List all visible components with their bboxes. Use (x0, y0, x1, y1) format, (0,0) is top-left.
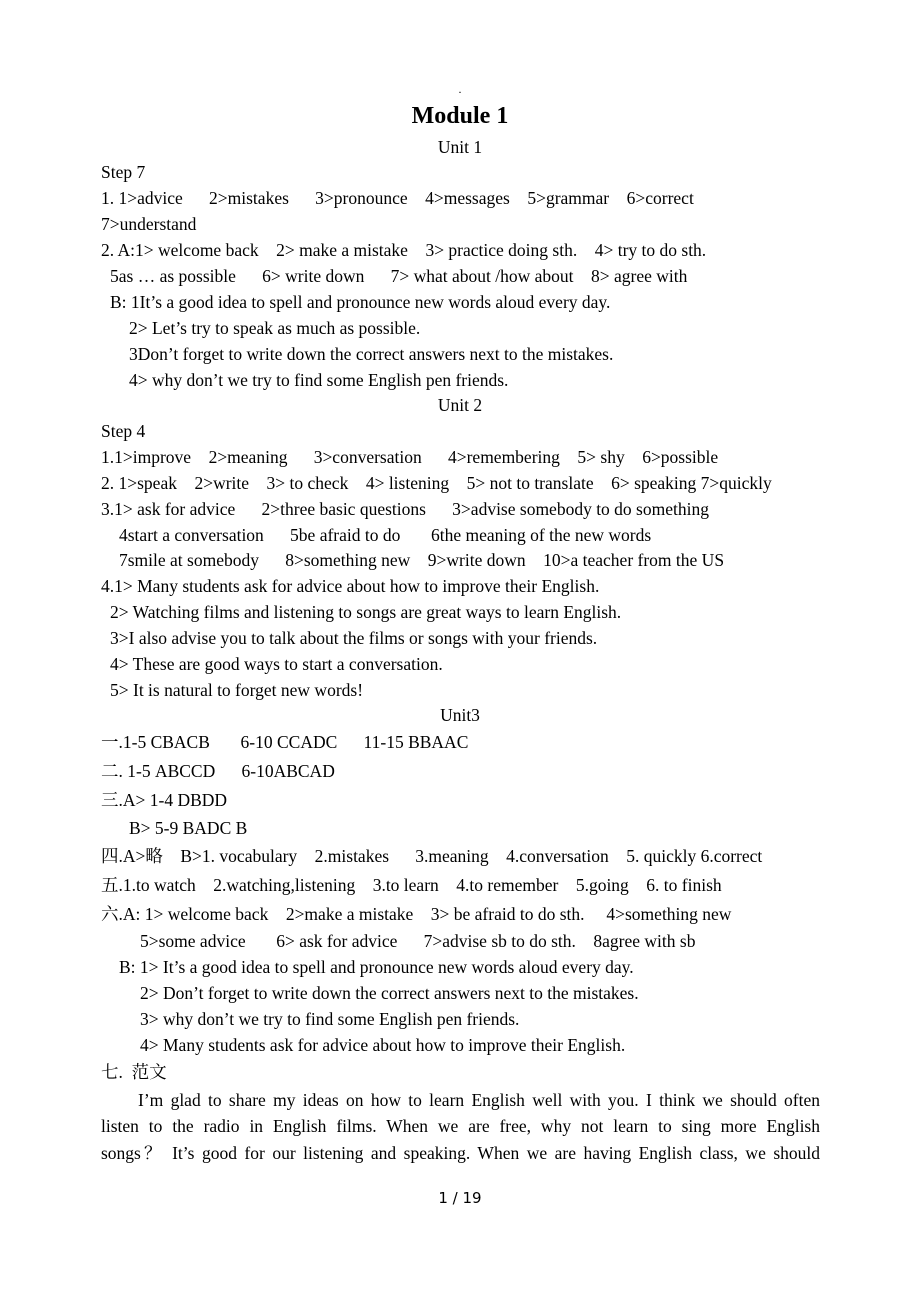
essay-heading: 七. 范文 (101, 1062, 167, 1082)
step-label: Step 4 (101, 421, 146, 441)
answer-line: 5> It is natural to forget new words! (110, 680, 364, 700)
answer-line: 7smile at somebody 8>something new 9>write down 10>a teacher from the US (119, 550, 725, 570)
answer-line: B: 1It’s a good idea to spell and pronounce new words aloud every day. (110, 292, 611, 312)
answer-line: B> 5-9 BADC B (129, 818, 248, 838)
answer-line: 五.1.to watch 2.watching,listening 3.to learn 4.to remember 5.going 6. to finish (101, 875, 722, 895)
answer-line: 1. 1>advice 2>mistakes 3>pronounce 4>messages 5>grammar 6>correct (101, 188, 694, 208)
answer-line: 4> why don’t we try to find some English pen friends. (129, 370, 509, 390)
unit1-heading: Unit 1 (437, 137, 483, 157)
answer-line: 5as … as possible 6> write down 7> what about /how about 8> agree with (110, 266, 688, 286)
answer-line: 2. 1>speak 2>write 3> to check 4> listening 5> not to translate 6> speaking 7>quickly (101, 473, 772, 493)
answer-line: 二. 1-5 ABCCD 6-10ABCAD (101, 761, 335, 781)
answer-line: 1.1>improve 2>meaning 3>conversation 4>remembering 5> shy 6>possible (101, 447, 719, 467)
page-title: Module 1 (411, 103, 509, 129)
answer-line: 5>some advice 6> ask for advice 7>advise sb to do sth. 8agree with sb (140, 931, 696, 951)
answer-line: 2> Watching films and listening to songs are great ways to learn English. (110, 602, 622, 622)
answer-line: 4.1> Many students ask for advice about how to improve their English. (101, 576, 600, 596)
answer-line: 3Don’t forget to write down the correct answers next to the mistakes. (129, 344, 614, 364)
answer-line: 2> Don’t forget to write down the correct answers next to the mistakes. (140, 983, 639, 1003)
answer-line: 六.A: 1> welcome back 2>make a mistake 3> be afraid to do sth. 4>something new (101, 904, 732, 924)
answer-line: B: 1> It’s a good idea to spell and pronounce new words aloud every day. (119, 957, 634, 977)
answer-line: 4> These are good ways to start a conversation. (110, 654, 443, 674)
essay-line: I’m glad to share my ideas on how to learn English well with you. I think we should often (138, 1090, 820, 1110)
answer-line: 四.A>略 B>1. vocabulary 2.mistakes 3.meaning 4.conversation 5. quickly 6.correct (101, 846, 763, 866)
essay-line: songs？ It’s good for our listening and speaking. When we are having English class, we should (101, 1143, 820, 1163)
step-label: Step 7 (101, 162, 146, 182)
answer-line: 3>I also advise you to talk about the films or songs with your friends. (110, 628, 598, 648)
unit2-heading: Unit 2 (437, 395, 483, 415)
answer-line: 4start a conversation 5be afraid to do 6the meaning of the new words (119, 525, 652, 545)
answer-line: 3> why don’t we try to find some English pen friends. (140, 1009, 520, 1029)
essay-line: listen to the radio in English films. When we are free, why not learn to sing more English (101, 1116, 820, 1136)
answer-line: 2. A:1> welcome back 2> make a mistake 3> practice doing sth. 4> try to do sth. (101, 240, 707, 260)
answer-line: 三.A> 1-4 DBDD (101, 790, 228, 810)
answer-line: 一.1-5 CBACB 6-10 CCADC 11-15 BBAAC (101, 732, 469, 752)
answer-line: 2> Let’s try to speak as much as possible. (129, 318, 421, 338)
unit3-heading: Unit3 (440, 705, 480, 725)
header-dot: . (458, 82, 462, 96)
answer-line: 7>understand (101, 214, 197, 234)
page-number: 1 / 19 (438, 1189, 482, 1207)
answer-line: 4> Many students ask for advice about how to improve their English. (140, 1035, 626, 1055)
answer-line: 3.1> ask for advice 2>three basic questions 3>advise somebody to do something (101, 499, 709, 519)
